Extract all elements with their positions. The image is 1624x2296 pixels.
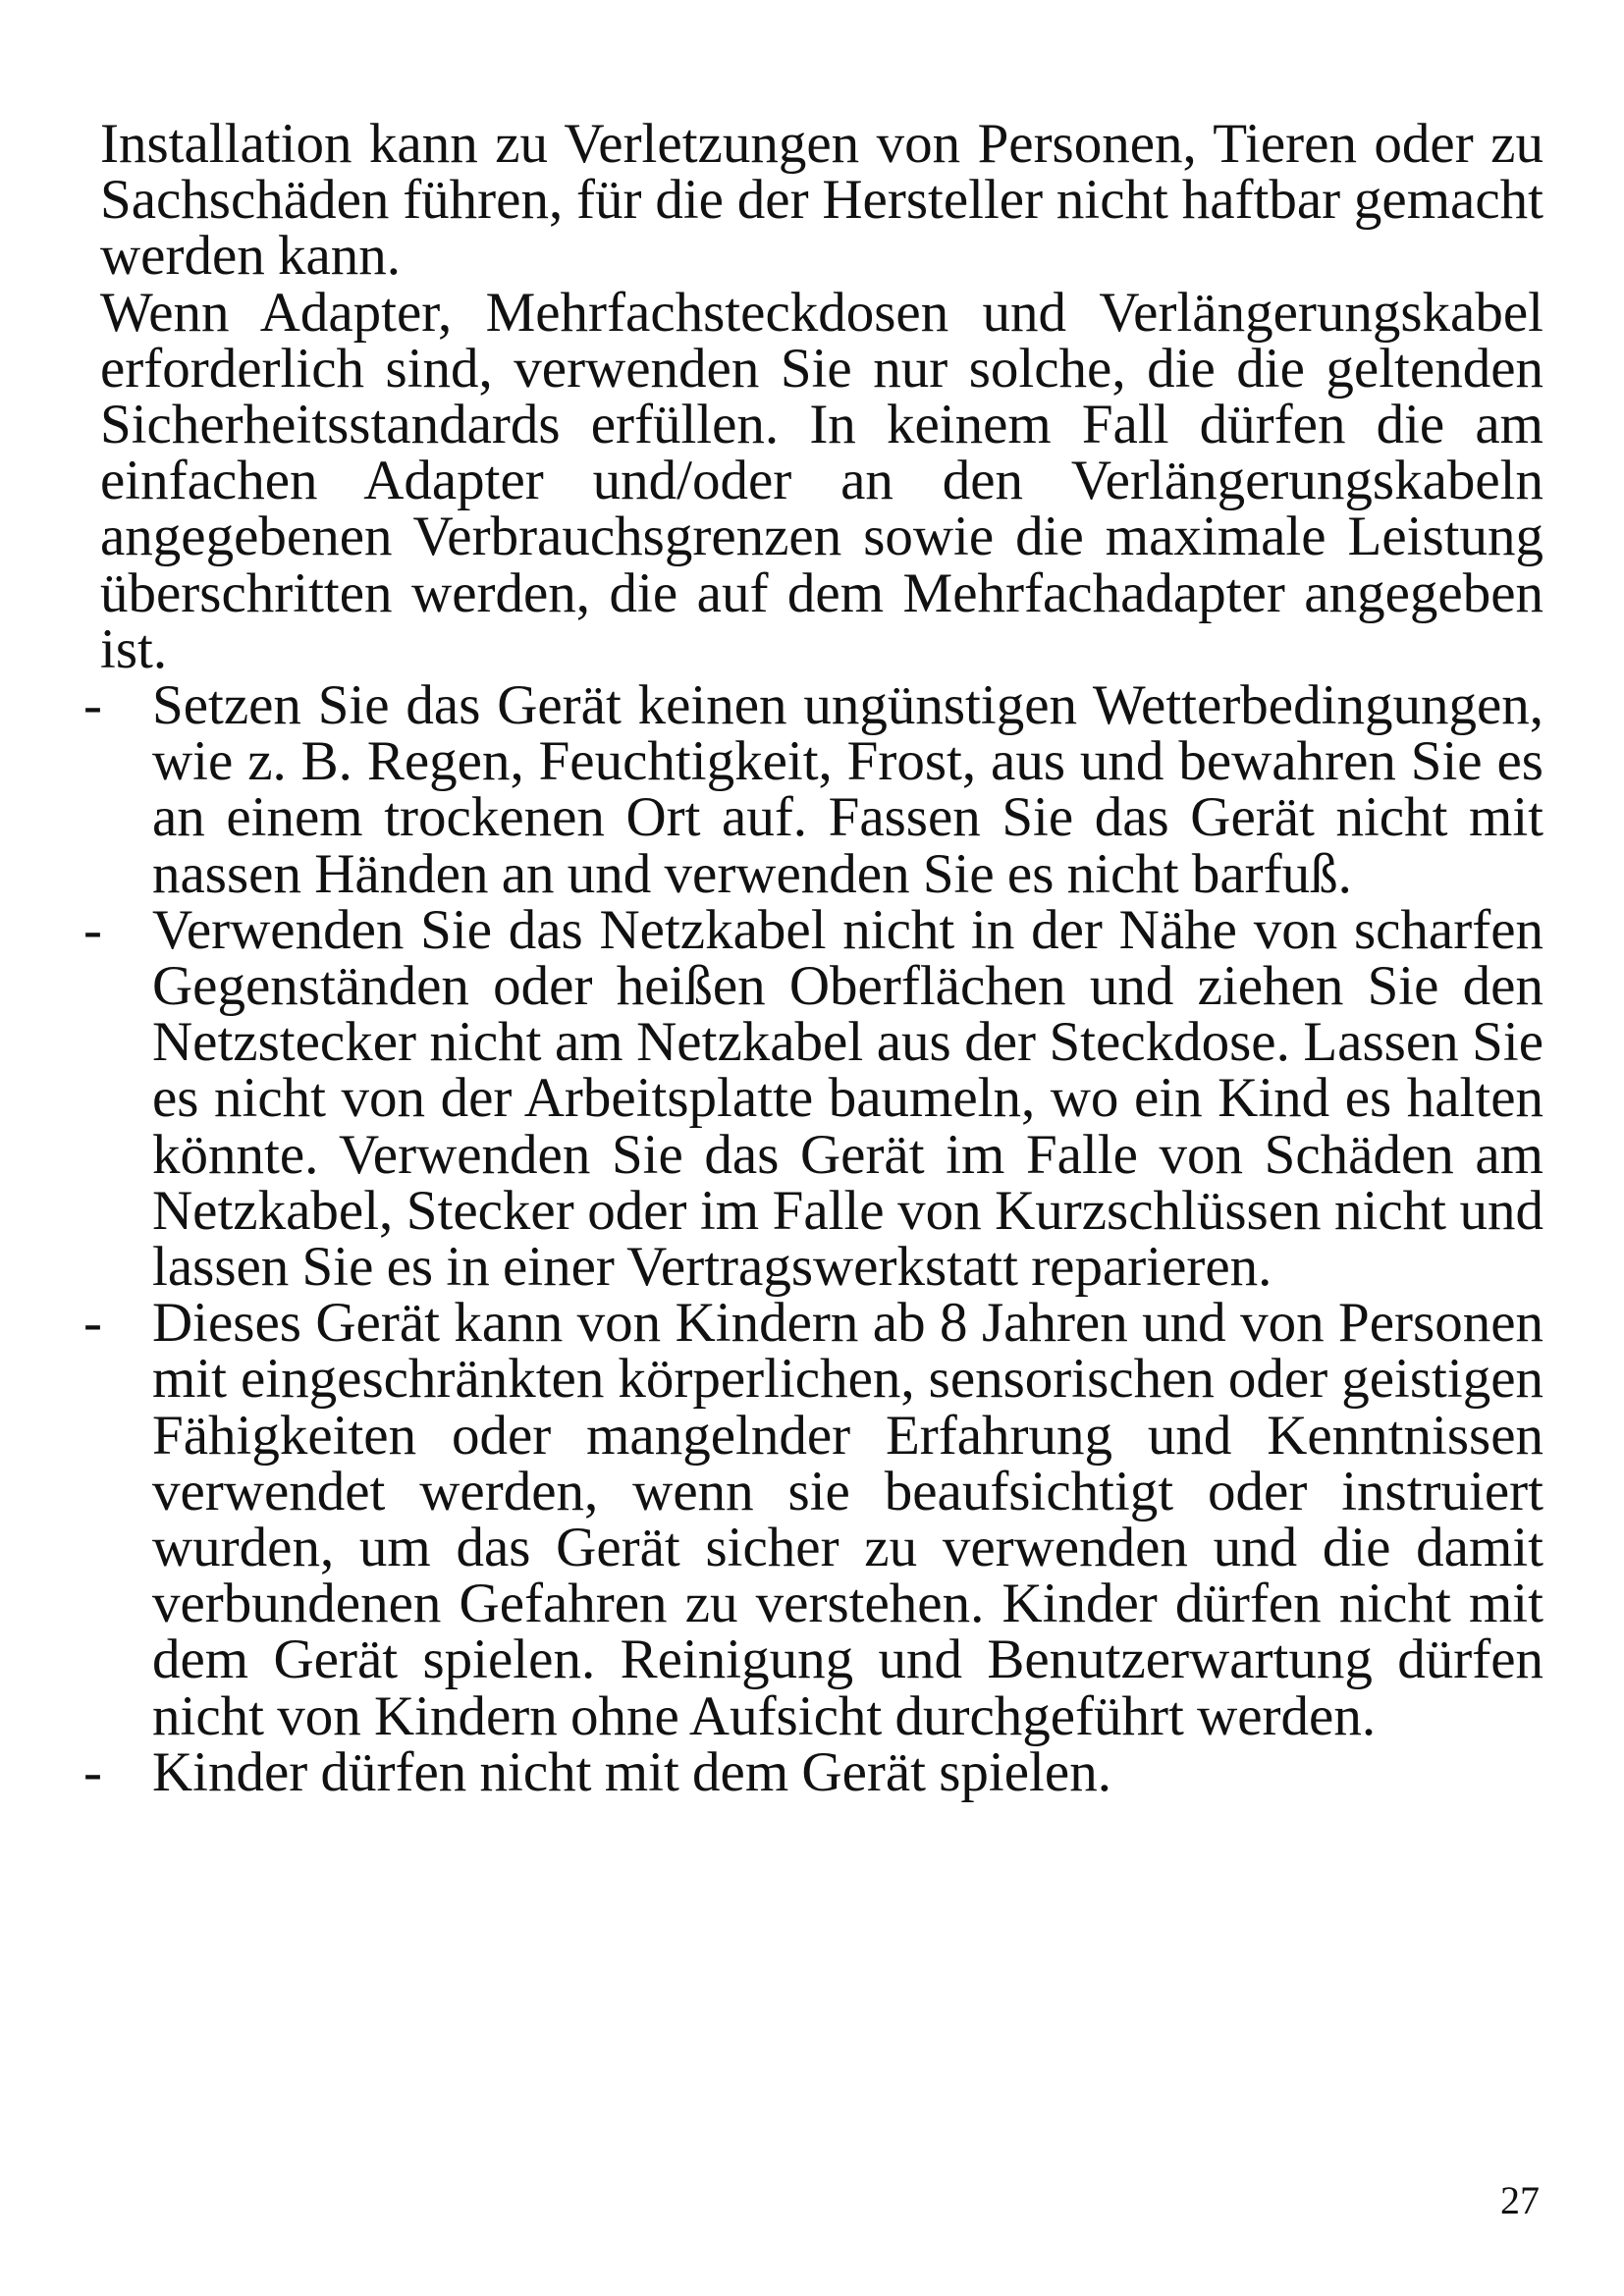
bullet-marker: - [83, 1292, 102, 1355]
safety-bullet-list [83, 674, 1543, 1803]
page-number: 27 [1500, 2178, 1540, 2222]
bullet-text: Dieses Gerät kann von Kindern ab 8 Jahren und von Personen mit eingeschränkten körperlichen, sensorischen oder geistigen Fähigkeiten oder mangelnder Erfahrung und Kenntnissen verwendet werden, wenn sie beaufsichtigt oder instruiert wurden, um das Gerät sicher zu verwenden und die damit verbundenen Gefahren zu verstehen. Kinder dürfen nicht mit dem Gerät spielen. Reinigung und Benutzerwartung dürfen nicht von Kindern ohne Aufsicht durchgeführt werden. [152, 1292, 1543, 1747]
intro-paragraph-installation: Installation kann zu Verletzungen von Personen, Tieren oder zu Sachschäden führen, für die der Hersteller nicht haftbar gemacht werden kann. [100, 113, 1543, 288]
bullet-marker: - [83, 1740, 102, 1803]
bullet-item-power-cord [83, 898, 1543, 1299]
bullet-text: Kinder dürfen nicht mit dem Gerät spielen. [152, 1740, 1111, 1803]
page-content [83, 113, 1543, 1803]
bullet-marker: - [83, 898, 102, 961]
bullet-text: Verwenden Sie das Netzkabel nicht in der Nähe von scharfen Gegenständen oder heißen Oberflächen und ziehen Sie den Netzstecker nicht am Netzkabel aus der Steckdose. Lassen Sie es nicht von der Arbeitsplatte baumeln, wo ein Kind es halten könnte. Verwenden Sie das Gerät im Falle von Schäden am Netzkabel, Stecker oder im Falle von Kurzschlüssen nicht und lassen Sie es in einer Vertragswerkstatt reparieren. [152, 898, 1543, 1299]
bullet-marker: - [83, 674, 102, 737]
bullet-item-weather [83, 674, 1543, 905]
bullet-item-children-play [83, 1740, 1543, 1803]
bullet-item-children-supervision [83, 1292, 1543, 1747]
intro-paragraph-adapters: Wenn Adapter, Mehrfachsteckdosen und Verlängerungskabel erforderlich sind, verwenden Sie nur solche, die die geltenden Sicherheitsstandards erfüllen. In keinem Fall dürfen die am einfachen Adapter und/oder an den Verlängerungskabeln angegebenen Verbrauchsgrenzen sowie die maximale Leistung überschritten werden, die auf dem Mehrfachadapter angegeben ist. [100, 281, 1543, 680]
bullet-text: Setzen Sie das Gerät keinen ungünstigen Wetterbedingungen, wie z. B. Regen, Feuchtigkeit, Frost, aus und bewahren Sie es an einem trockenen Ort auf. Fassen Sie das Gerät nicht mit nassen Händen an und verwenden Sie es nicht barfuß. [152, 674, 1543, 905]
